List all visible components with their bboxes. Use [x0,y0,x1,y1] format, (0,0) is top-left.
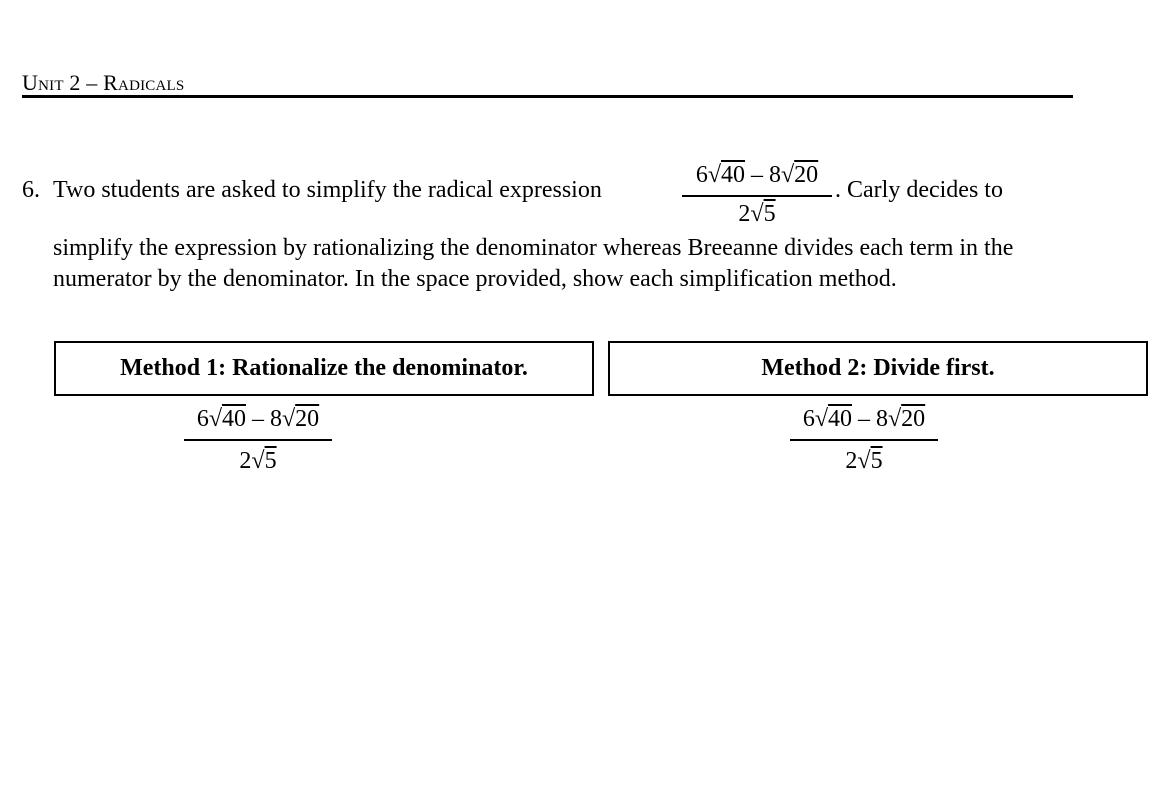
question-body: simplify the expression by rationalizing the denominator whereas Breeanne divides each term in the numerator by the denominator. In the space provided, show each simplification method. [53,235,1014,292]
expression-numerator: 6√40 – 8√20 [695,162,819,188]
method-2-expression [790,407,938,477]
expression-numerator: 6√40 – 8√20 [802,406,926,432]
question-line-1-end: . Carly decides to [835,177,1003,203]
method-2-label: Method 2: Divide first. [761,355,995,381]
expression-numerator: 6√40 – 8√20 [196,406,320,432]
question-number: 6. [22,177,40,203]
expression-denominator: 2√5 [239,448,277,474]
expression-denominator: 2√5 [845,448,883,474]
method-2-box [608,341,1148,396]
method-1-label: Method 1: Rationalize the denominator. [120,355,528,381]
method-1-box [54,341,594,396]
method-1-expression [184,407,332,477]
header-rule [22,95,1073,98]
question-expression [682,163,832,229]
fraction-bar [184,439,332,441]
fraction-bar [682,195,832,197]
unit-title: Unit 2 – Radicals [22,70,185,95]
expression-denominator: 2√5 [738,201,776,227]
fraction-bar [790,439,938,441]
question-line-1: Two students are asked to simplify the radical expression [53,177,602,203]
